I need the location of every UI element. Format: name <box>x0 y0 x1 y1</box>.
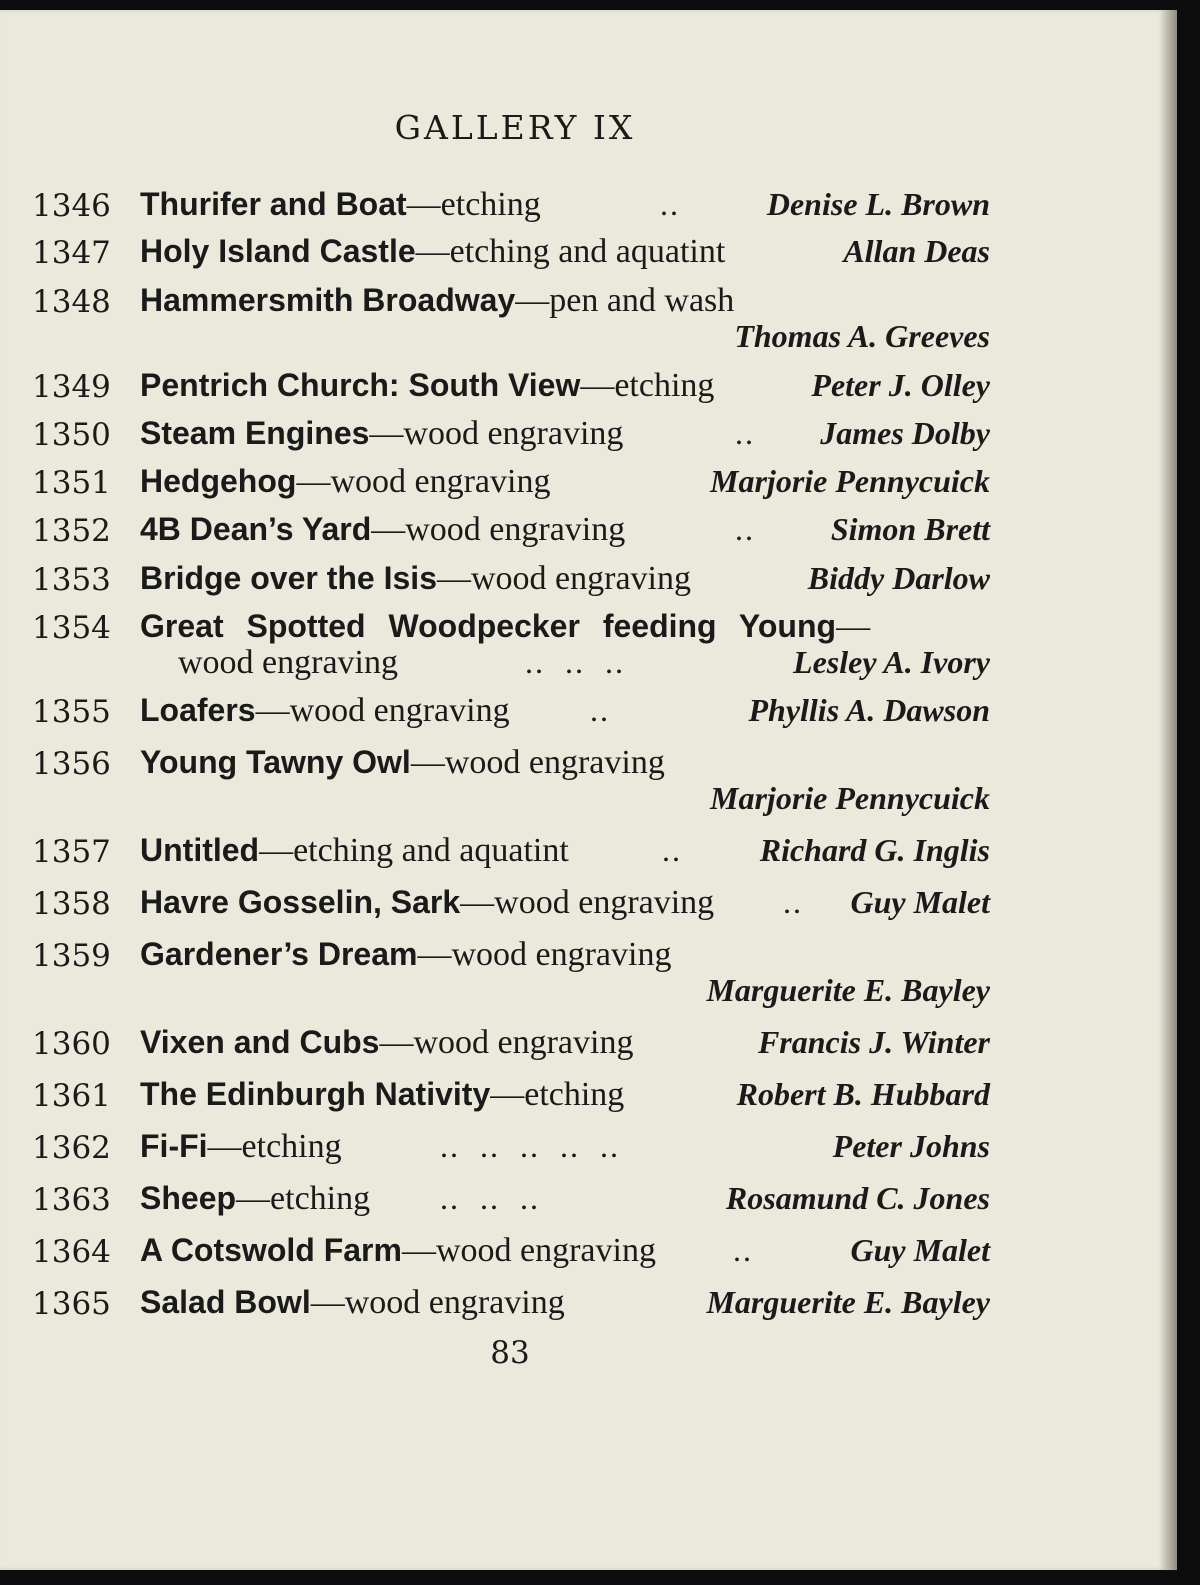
dot-leader: .. <box>783 884 803 920</box>
entry-title: Holy Island Castle <box>140 233 416 269</box>
entry-row <box>0 936 1165 1008</box>
entry-title: Great Spotted Woodpecker feeding Young <box>140 608 837 644</box>
entry-title: Young Tawny Owl <box>140 744 411 780</box>
entry-continuation: wood engraving <box>178 644 399 681</box>
entry-title: Salad Bowl <box>140 1284 311 1320</box>
entry-medium: —etching <box>207 1128 342 1165</box>
entry-number: 1365 <box>32 1286 111 1322</box>
entry-artist: Robert B. Hubbard <box>736 1076 990 1112</box>
entry-number: 1357 <box>32 834 111 870</box>
entry-number: 1351 <box>32 465 111 501</box>
entry-row <box>0 1284 1165 1324</box>
entry-row <box>0 415 1165 455</box>
entry-number: 1362 <box>32 1130 111 1166</box>
entry-row <box>0 233 1165 273</box>
entry-medium: —wood engraving <box>410 744 665 781</box>
entry-title: Bridge over the Isis <box>140 560 437 596</box>
entry-title: Pentrich Church: South View <box>140 367 581 403</box>
entry-artist: Lesley A. Ivory <box>793 644 990 680</box>
dot-leader: .. .. .. <box>440 1180 540 1216</box>
entry-row <box>0 692 1165 732</box>
entry-medium: —wood engraving <box>401 1232 656 1269</box>
entry-medium: —wood engraving <box>379 1024 634 1061</box>
entry-artist: Denise L. Brown <box>766 186 990 222</box>
entry-title: 4B Dean’s Yard <box>140 511 372 547</box>
entry-row <box>0 884 1165 924</box>
entry-number: 1349 <box>32 369 111 405</box>
entry-artist: Peter Johns <box>832 1128 990 1164</box>
entry-artist: Phyllis A. Dawson <box>748 692 990 728</box>
entry-medium: —wood engraving <box>369 415 624 452</box>
entry-medium: — <box>836 608 871 645</box>
entry-number: 1364 <box>32 1234 111 1270</box>
entry-artist: Allan Deas <box>843 233 990 269</box>
entry-medium: —wood engraving <box>310 1284 565 1321</box>
entry-artist: Guy Malet <box>850 884 990 920</box>
entry-medium: —etching <box>406 186 541 223</box>
entry-title: Havre Gosselin, Sark <box>140 884 461 920</box>
entry-medium: —wood engraving <box>436 560 691 597</box>
entry-number: 1348 <box>32 284 111 320</box>
entry-number: 1350 <box>32 417 111 453</box>
entry-title: Hedgehog <box>140 463 297 499</box>
entry-number: 1354 <box>32 610 111 646</box>
entry-medium: —etching <box>490 1076 625 1113</box>
entry-medium: —wood engraving <box>296 463 551 500</box>
entry-number: 1356 <box>32 746 111 782</box>
entry-row <box>0 282 1165 354</box>
entry-title: Sheep <box>140 1180 237 1216</box>
entry-title: Gardener’s Dream <box>140 936 418 972</box>
entry-title: Fi-Fi <box>140 1128 208 1164</box>
entry-row <box>0 186 1165 226</box>
page-number: 83 <box>490 1335 530 1371</box>
entry-artist: Marguerite E. Bayley <box>706 972 990 1008</box>
entry-row <box>0 832 1165 872</box>
entry-title: Loafers <box>140 692 256 728</box>
entry-row <box>0 1180 1165 1220</box>
entry-number: 1355 <box>32 694 111 730</box>
entry-title: Hammersmith Broadway <box>140 282 516 318</box>
entry-medium: —etching <box>236 1180 371 1217</box>
entry-number: 1361 <box>32 1078 111 1114</box>
entry-title: Thurifer and Boat <box>140 186 407 222</box>
gallery-title: GALLERY IX <box>394 108 636 147</box>
entry-artist: James Dolby <box>820 415 990 451</box>
dot-leader: .. <box>660 186 680 222</box>
entry-medium: —etching and aquatint <box>259 832 569 869</box>
dot-leader: .. <box>735 415 755 451</box>
entry-artist: Marguerite E. Bayley <box>706 1284 990 1320</box>
entry-medium: —wood engraving <box>371 511 626 548</box>
entry-artist: Guy Malet <box>850 1232 990 1268</box>
entry-number: 1360 <box>32 1026 111 1062</box>
entry-number: 1359 <box>32 938 111 974</box>
entry-row <box>0 511 1165 551</box>
entry-artist: Simon Brett <box>830 511 990 547</box>
entry-row <box>0 744 1165 816</box>
entry-artist: Marjorie Pennycuick <box>710 463 990 499</box>
entry-artist: Richard G. Inglis <box>759 832 990 868</box>
entry-title: The Edinburgh Nativity <box>140 1076 491 1112</box>
entry-row <box>0 1076 1165 1116</box>
entry-medium: —wood engraving <box>255 692 510 729</box>
entry-title: A Cotswold Farm <box>140 1232 402 1268</box>
entry-title: Steam Engines <box>140 415 370 451</box>
entry-artist: Thomas A. Greeves <box>734 318 990 354</box>
entry-row <box>0 367 1165 407</box>
entry-row <box>0 608 1165 681</box>
dot-leader: .. <box>590 692 610 728</box>
entry-number: 1358 <box>32 886 111 922</box>
entry-medium: —etching and aquatint <box>415 233 726 270</box>
entry-artist: Peter J. Olley <box>811 367 990 403</box>
entry-number: 1363 <box>32 1182 111 1218</box>
entry-title: Untitled <box>140 832 260 868</box>
entry-artist: Biddy Darlow <box>807 560 990 596</box>
page-edge <box>1165 10 1177 1570</box>
entry-row <box>0 560 1165 600</box>
entry-row <box>0 463 1165 503</box>
entry-number: 1353 <box>32 562 111 598</box>
entry-medium: —pen and wash <box>515 282 735 319</box>
dot-leader: .. .. .. <box>525 644 625 680</box>
entry-number: 1347 <box>32 235 111 271</box>
entry-artist: Marjorie Pennycuick <box>710 780 990 816</box>
entry-medium: —wood engraving <box>460 884 715 921</box>
entry-row <box>0 1024 1165 1064</box>
entry-artist: Francis J. Winter <box>757 1024 990 1060</box>
entry-medium: —wood engraving <box>417 936 672 973</box>
entry-row <box>0 1232 1165 1272</box>
dot-leader: .. <box>662 832 682 868</box>
dot-leader: .. <box>733 1232 753 1268</box>
dot-leader: .. <box>735 511 755 547</box>
entry-row <box>0 1128 1165 1168</box>
entry-title: Vixen and Cubs <box>140 1024 380 1060</box>
dot-leader: .. .. .. .. .. <box>440 1128 620 1164</box>
entry-number: 1346 <box>32 188 111 224</box>
entry-medium: —etching <box>580 367 715 404</box>
entry-number: 1352 <box>32 513 111 549</box>
entry-artist: Rosamund C. Jones <box>725 1180 990 1216</box>
